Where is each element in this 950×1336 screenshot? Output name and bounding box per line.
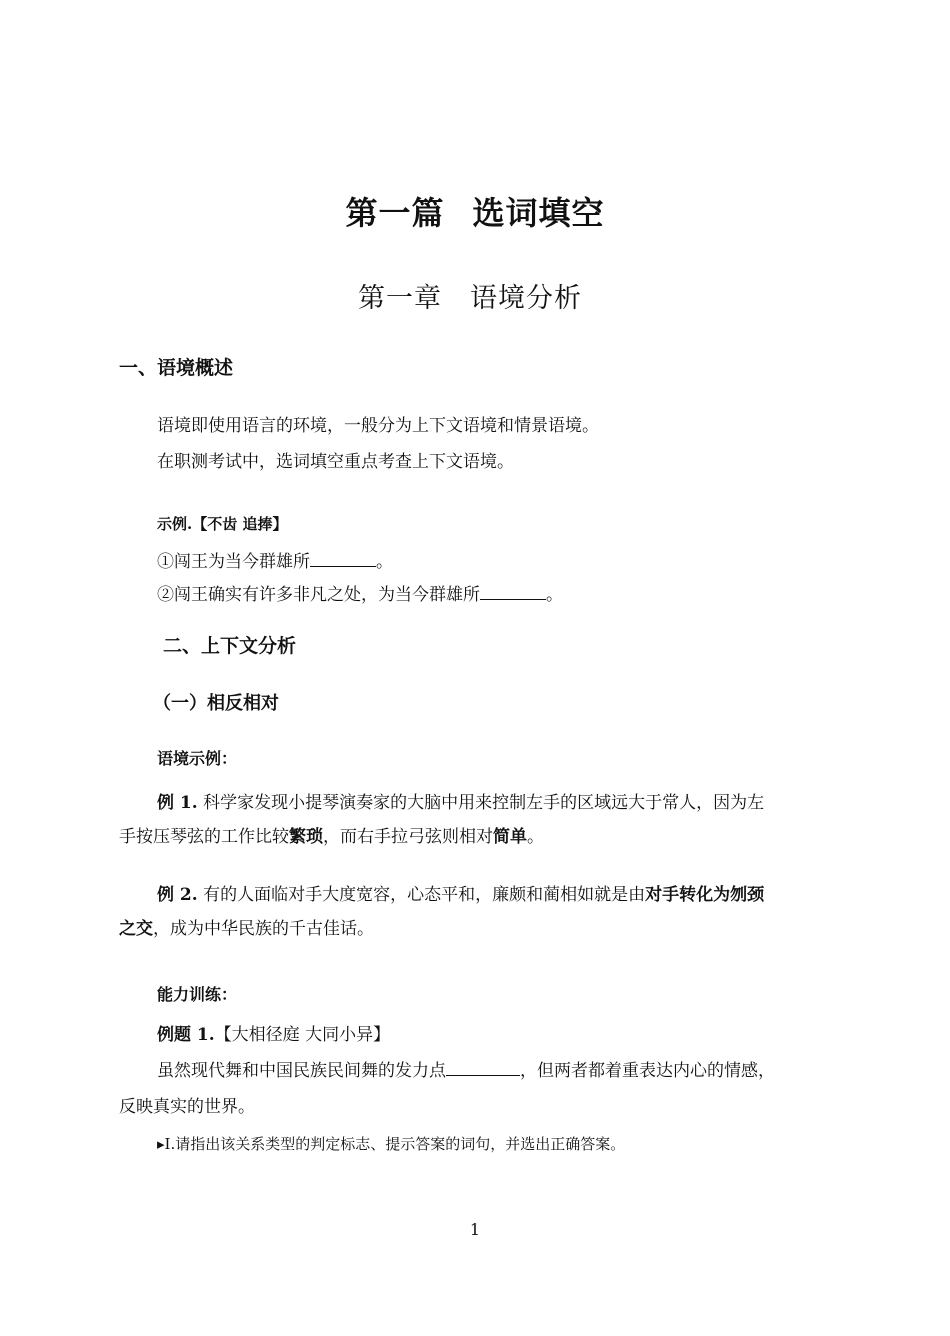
page-number: 1: [469, 1220, 481, 1239]
example-label: 示例.【不齿 追捧】: [157, 515, 288, 533]
answer-blank: [446, 1060, 520, 1076]
example-item-2-text: ②闯王确实有许多非凡之处，为当今群雄所: [157, 585, 480, 605]
section2-subheading: （一）相反相对: [153, 693, 279, 714]
answer-blank: [310, 551, 376, 567]
context-label: 语境示例：: [157, 749, 238, 768]
chapter-title: [0, 276, 940, 315]
example-item-2-end: 。: [546, 585, 563, 605]
example2-keyword: 对手转化为刎颈: [645, 885, 765, 905]
question-1-line2: 反映真实的世界。: [119, 1097, 255, 1117]
chapter-part: 第一章: [358, 283, 442, 314]
example2-line2: [119, 914, 374, 939]
title-name: 选词填空: [472, 194, 605, 232]
question-1-line1-pre: 虽然现代舞和中国民族民间舞的发力点: [157, 1061, 446, 1081]
chapter-name: 语境分析: [470, 283, 582, 314]
example1-text: 科学家发现小提琴演奏家的大脑中用来控制左手的区域远大于常人，因为左: [197, 793, 765, 813]
example2-label: 例 2.: [157, 885, 198, 905]
section2-heading: 二、上下文分析: [163, 635, 297, 657]
example-item-1-end: 。: [376, 552, 393, 572]
example1-keyword-1: 繁琐: [289, 827, 323, 847]
example2-line1: [157, 880, 764, 905]
question-1-instruction: ▸I.请指出该关系类型的判定标志、提示答案的词句，并选出正确答案。: [157, 1135, 626, 1153]
example2-text: 有的人面临对手大度宽容，心态平和，廉颇和蔺相如就是由: [197, 885, 646, 905]
example1-line2-pre: 手按压琴弦的工作比较: [119, 827, 289, 847]
question-1-line1-post: ，但两者都着重表达内心的情感，: [520, 1061, 775, 1081]
title-part: 第一篇: [345, 194, 445, 232]
training-label: 能力训练：: [157, 985, 238, 1004]
page-title: [0, 188, 950, 234]
question-1-header: [157, 1020, 390, 1045]
example2-line2-end: ，成为中华民族的千古佳话。: [153, 919, 374, 939]
section1-line2: 在职测考试中，选词填空重点考查上下文语境。: [157, 452, 514, 472]
example-item-1-text: ①闯王为当今群雄所: [157, 552, 310, 572]
example1-line2-mid: ，而右手拉弓弦则相对: [323, 827, 493, 847]
question-1-label: 例题 1.: [157, 1025, 215, 1045]
section1-heading: 一、语境概述: [119, 357, 234, 379]
example-item-2: [157, 580, 563, 605]
example-item-1: [157, 547, 393, 572]
example1-line1: [157, 788, 764, 813]
example1-label: 例 1.: [157, 793, 198, 813]
section1-line1: 语境即使用语言的环境，一般分为上下文语境和情景语境。: [157, 416, 599, 436]
example1-line2: [119, 822, 544, 847]
question-1-line1: [157, 1056, 775, 1081]
answer-blank: [480, 584, 546, 600]
question-1-options: 【大相径庭 大同小异】: [214, 1025, 391, 1045]
example1-line2-end: 。: [527, 827, 544, 847]
example2-keyword-2: 之交: [119, 919, 153, 939]
example1-keyword-2: 简单: [493, 827, 527, 847]
